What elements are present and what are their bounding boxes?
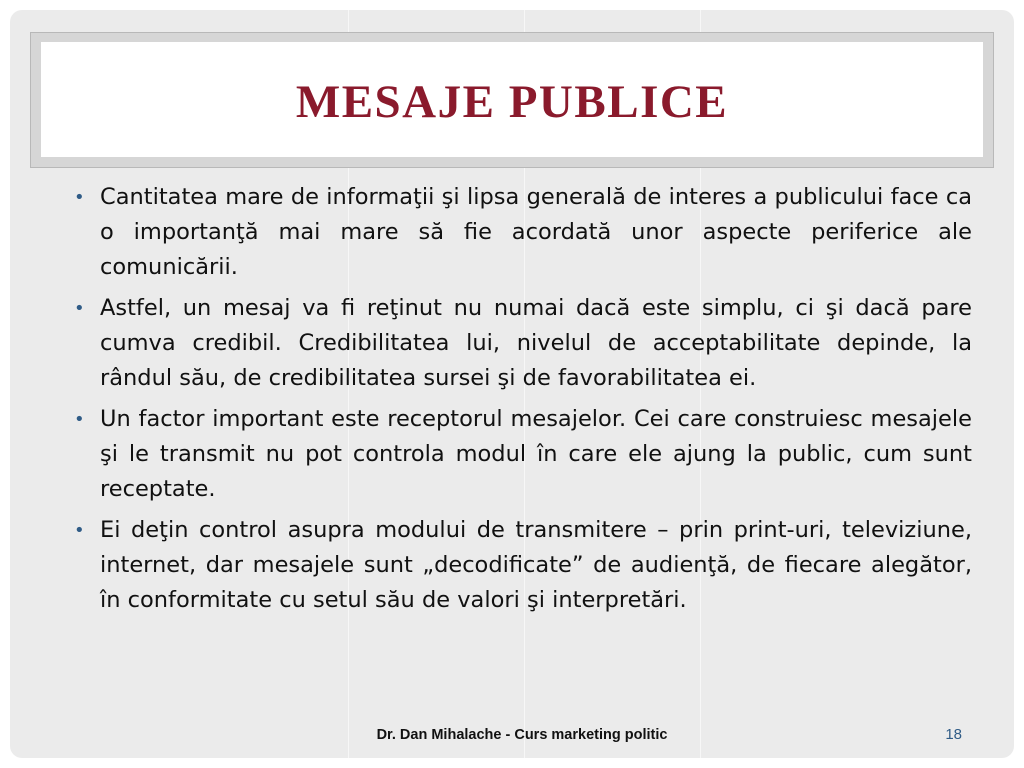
footer (10, 723, 1014, 747)
bullet-icon: • (74, 298, 85, 319)
title-panel (41, 42, 983, 157)
page-number: 18 (945, 726, 962, 743)
bullet-item (72, 402, 972, 507)
bullet-text: Ei deţin control asupra modului de transmitere – prin print-uri, televiziune, internet, dar mesajele sunt „decodificate” de audienţă, de fiecare alegător, în conformitate cu setul său de valori şi interpretări. (100, 517, 972, 613)
bullet-icon: • (74, 520, 85, 541)
title-box (30, 32, 994, 168)
bullet-item (72, 291, 972, 396)
bullet-icon: • (74, 187, 85, 208)
bullet-list (72, 180, 972, 624)
slide-title: MESAJE PUBLICE (295, 75, 729, 128)
bullet-icon: • (74, 409, 85, 430)
bullet-text: Un factor important este receptorul mesajelor. Cei care construiesc mesajele şi le transmit nu pot controla modul în care ele ajung la public, cum sunt receptate. (100, 406, 972, 502)
footer-text: Dr. Dan Mihalache - Curs marketing politic (376, 727, 668, 743)
bullet-text: Cantitatea mare de informaţii şi lipsa generală de interes a publicului face ca o importanţă mai mare să fie acordată unor aspecte periferice ale comunicării. (100, 184, 972, 280)
bullet-text: Astfel, un mesaj va fi reţinut nu numai dacă este simplu, ci şi dacă pare cumva credibil. Credibilitatea lui, nivelul de acceptabilitate depinde, la rândul său, de credibilitatea sursei şi de favorabilitatea ei. (100, 295, 972, 391)
bullet-item (72, 513, 972, 618)
slide (10, 10, 1014, 758)
bullet-item (72, 180, 972, 285)
